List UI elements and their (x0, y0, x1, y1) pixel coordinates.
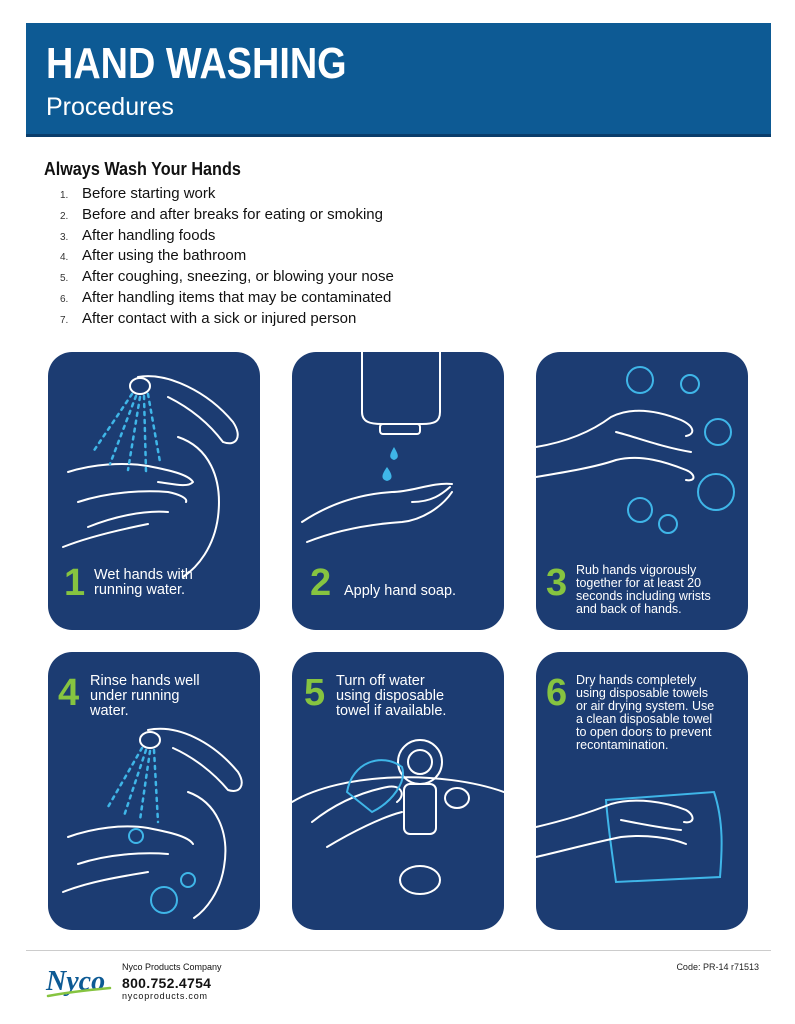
step-text-line: or air drying system. Use (576, 699, 715, 713)
list-item (60, 185, 394, 206)
footer-divider (26, 950, 771, 951)
list-item-number: 6. (60, 293, 69, 305)
section-title: Always Wash Your Hands (44, 159, 241, 179)
step-text-line: seconds including wrists (576, 589, 711, 603)
list-item-number: 2. (60, 210, 69, 222)
step-card-1 (48, 352, 260, 630)
list-item (60, 268, 394, 289)
step-text-line: and back of hands. (576, 602, 682, 616)
list-item (60, 289, 394, 310)
step-text (576, 564, 711, 616)
step-text-line: under running (90, 688, 180, 704)
wash-occasions-list (60, 185, 394, 331)
list-item-text: After using the bathroom (82, 247, 247, 265)
nyco-logo-mark (44, 960, 114, 1004)
list-item-number: 4. (60, 252, 69, 264)
logo-text: Nyco (46, 966, 106, 997)
step-text (90, 674, 200, 719)
step-card-6 (536, 652, 748, 930)
step-text-line: Apply hand soap. (344, 583, 457, 599)
step-number: 6 (546, 672, 568, 714)
step-text-line: water. (90, 703, 129, 719)
step-text-line: recontamination. (576, 738, 669, 752)
step-text (336, 674, 446, 719)
step-card-2 (292, 352, 504, 630)
page-title: HAND WASHING (46, 39, 347, 88)
document-code: Code: PR-14 r71513 (676, 962, 759, 972)
step-text-line: using disposable towels (576, 686, 709, 700)
list-item (60, 247, 394, 268)
list-item (60, 310, 394, 331)
step-card-5 (292, 652, 504, 930)
list-item (60, 206, 394, 227)
step-text-line: Rinse hands well (90, 673, 200, 689)
step-number: 2 (310, 562, 332, 604)
step-text-line: using disposable (336, 688, 445, 704)
website: nycoproducts.com (122, 991, 208, 1001)
step-text-line: Turn off water (336, 673, 425, 689)
step-number: 4 (58, 672, 80, 714)
list-item-text: After contact with a sick or injured person (82, 309, 357, 327)
step-card-3 (536, 352, 748, 630)
step-text-line: a clean disposable towel (576, 712, 713, 726)
step-text-line: to open doors to prevent (576, 725, 712, 739)
step-card-4 (48, 652, 260, 930)
step-text-line: Rub hands vigorously (576, 563, 697, 577)
step-text (344, 584, 456, 599)
step-number: 3 (546, 562, 568, 604)
step-text (94, 568, 193, 598)
list-item-number: 3. (60, 231, 69, 243)
phone-number: 800.752.4754 (122, 975, 212, 991)
list-item-number: 7. (60, 314, 69, 326)
step-text-line: together for at least 20 (576, 576, 702, 590)
step-text-line: Wet hands with (94, 567, 193, 583)
list-item-text: After coughing, sneezing, or blowing your nose (82, 268, 394, 286)
step-text-line: towel if available. (336, 703, 447, 719)
list-item-number: 1. (60, 190, 69, 201)
step-text-line: running water. (94, 582, 186, 598)
list-item-number: 5. (60, 273, 69, 285)
list-item-text: Before and after breaks for eating or smoking (82, 205, 383, 223)
list-item-text: After handling items that may be contaminated (82, 288, 392, 306)
nyco-logo (44, 960, 114, 1004)
header-banner (26, 23, 771, 137)
list-item-text: After handling foods (82, 226, 216, 244)
step-number: 5 (304, 672, 326, 714)
step-number: 1 (64, 562, 86, 604)
company-name: Nyco Products Company (122, 962, 222, 972)
list-item (60, 227, 394, 248)
step-text-line: Dry hands completely (576, 673, 697, 687)
page-subtitle: Procedures (46, 93, 174, 121)
step-text (576, 674, 714, 752)
list-item-text: Before starting work (82, 185, 216, 202)
